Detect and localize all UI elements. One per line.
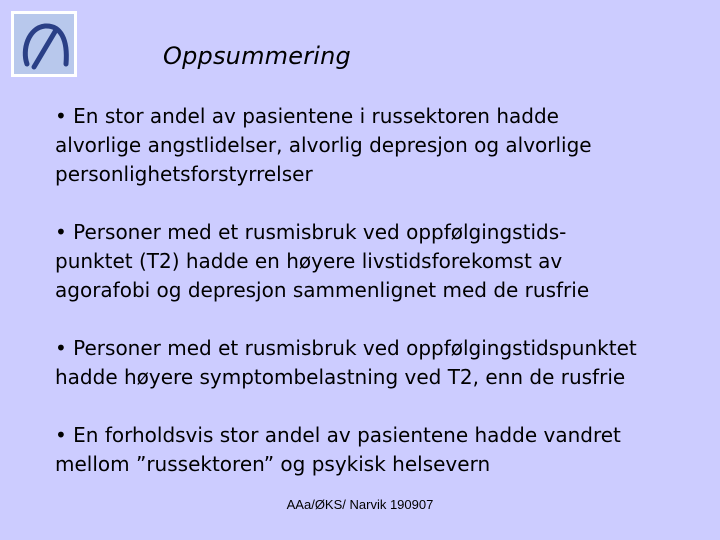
bullet-item [55,102,720,189]
slide-title: Oppsummering [163,42,351,70]
bullet-line: • Personer med et rusmisbruk ved oppfølgingstidspunktet [55,336,637,360]
bullet-item [55,421,720,479]
university-logo-icon [14,14,74,74]
bullet-line: punktet (T2) hadde en høyere livstidsforekomst av [55,249,563,273]
bullet-line: alvorlige angstlidelser, alvorlig depresjon og alvorlige [55,133,592,157]
bullet-line: hadde høyere symptombelastning ved T2, enn de rusfrie [55,365,626,389]
bullet-line: mellom ”russektoren” og psykisk helsevern [55,452,491,476]
logo [11,11,77,77]
bullet-line: personlighetsforstyrrelser [55,162,313,186]
footer-text: AAa/ØKS/ Narvik 190907 [286,497,434,512]
bullet-line: • En forholdsvis stor andel av pasientene hadde vandret [55,423,621,447]
bullet-item [55,334,720,392]
bullet-line: • En stor andel av pasientene i russektoren hadde [55,104,559,128]
bullet-item [55,218,720,305]
bullet-line: • Personer med et rusmisbruk ved oppfølgingstids- [55,220,567,244]
bullet-line: agorafobi og depresjon sammenlignet med de rusfrie [55,278,590,302]
